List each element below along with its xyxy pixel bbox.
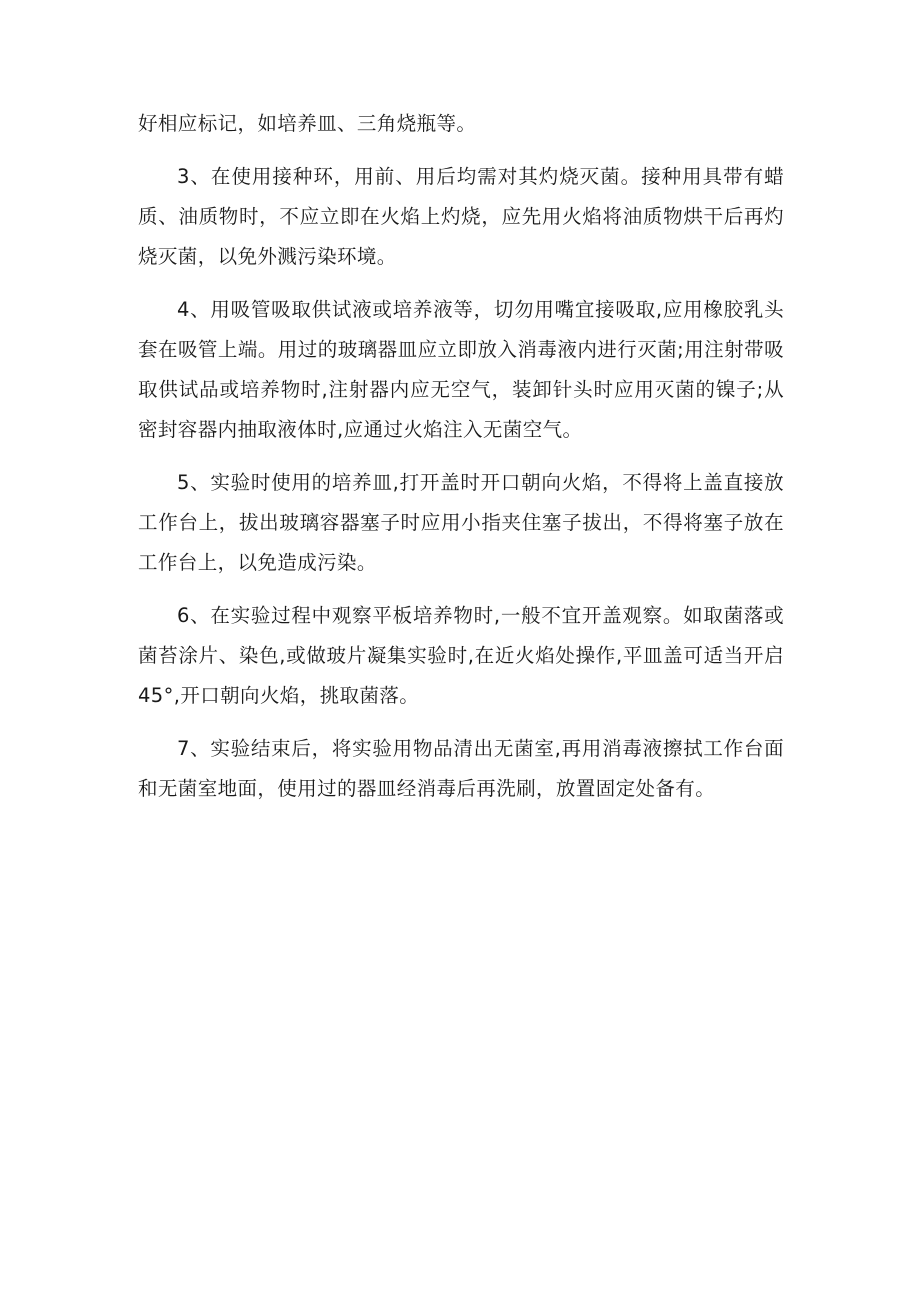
paragraph-item-6: 6、在实验过程中观察平板培养物时,一般不宜开盖观察。如取菌落或菌苔涂片、染色,或做玻片凝集实验时,在近火焰处操作,平皿盖可适当开启45°,开口朝向火焰，挑取菌落。 [138,604,784,707]
paragraph-item-4: 4、用吸管吸取供试液或培养液等，切勿用嘴宜接吸取,应用橡胶乳头套在吸管上端。用过的玻璃器皿应立即放入消毒液内进行灭菌;用注射带吸取供试品或培养物时,注射器内应无空气，装卸针头时应用灭菌的镍子;从密封容器内抽取液体时,应通过火焰注入无菌空气。 [138,298,784,441]
paragraph-continuation: 好相应标记，如培养皿、三角烧瓶等。 [138,112,477,135]
paragraph-item-5: 5、实验时使用的培养皿,打开盖时开口朝向火焰，不得将上盖直接放工作台上，拔出玻璃容器塞子时应用小指夹住塞子拔出，不得将塞子放在工作台上，以免造成污染。 [138,471,784,574]
paragraph-item-7: 7、实验结束后，将实验用物品清出无菌室,再用消毒液擦拭工作台面和无菌室地面，使用过的器皿经消毒后再洗刷，放置固定处备有。 [138,737,784,800]
paragraph-item-3: 3、在使用接种环，用前、用后均需对其灼烧灭菌。接种用具带有蜡质、油质物时，不应立即在火焰上灼烧，应先用火焰将油质物烘干后再灼烧灭菌，以免外溅污染环境。 [138,165,784,268]
document-body [138,104,784,822]
